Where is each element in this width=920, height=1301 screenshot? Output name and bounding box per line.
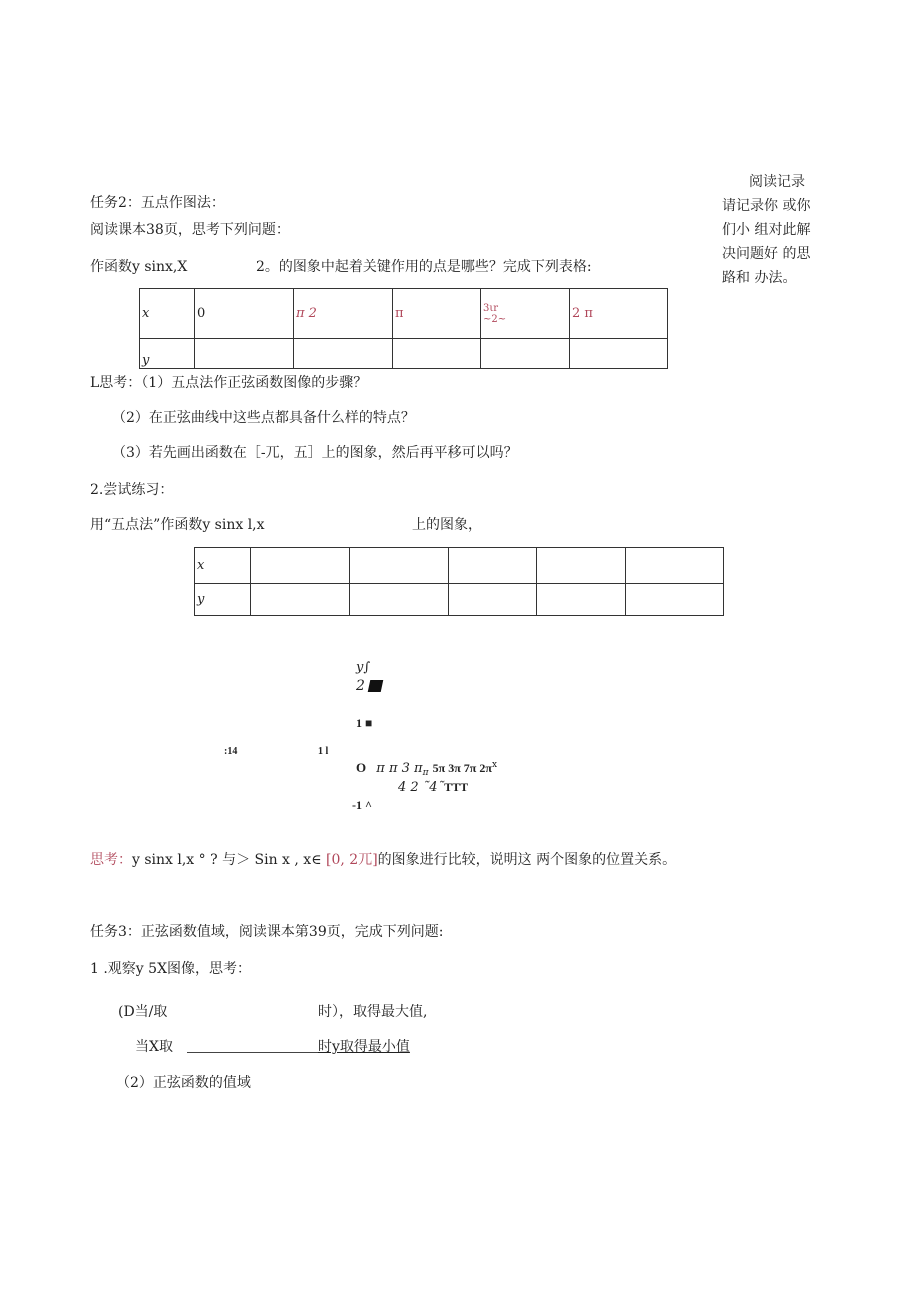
cell-y-label: y <box>140 339 195 369</box>
cell-x <box>350 548 449 584</box>
reading-notes-line: 们小 组对此解 <box>722 222 811 238</box>
think2-line <box>90 849 676 869</box>
graph-ttt: TTT <box>444 780 469 794</box>
think-q2: （2）在正弦曲线中这些点都具备什么样的特点？ <box>112 410 415 426</box>
cell-x <box>449 548 537 584</box>
cell-y <box>449 584 537 616</box>
think2-text-a: y sinx l,x ° ? 与＞ Sin x , x∈ <box>132 852 322 868</box>
task3-max-a: (D当/取 <box>118 1004 168 1020</box>
task3-min-a: 当X取 <box>135 1039 173 1055</box>
cell-x-3pi-2 <box>481 289 570 339</box>
table-row-x <box>140 289 668 339</box>
frac-bottom: ~2~ <box>483 313 507 325</box>
practice-text-b: 上的图象， <box>412 517 482 533</box>
cell-y <box>294 339 393 369</box>
cell-x-label: x <box>140 289 195 339</box>
reading-notes <box>722 170 832 290</box>
graph-x-axis-bottom <box>398 780 468 795</box>
task2-question-a: 作函数y sinx,X <box>90 259 188 275</box>
practice-table <box>194 547 724 616</box>
graph-x-axis-labels <box>356 760 497 778</box>
reading-notes-line: 请记录你 或你 <box>722 198 811 214</box>
practice-heading: 2.尝试练习： <box>90 482 174 498</box>
reading-notes-line: 路和 办法。 <box>722 270 797 286</box>
task2-read: 阅读课本38页，思考下列问题： <box>90 222 290 238</box>
graph-y-label: y∫ <box>356 660 371 675</box>
answer-blank-line <box>187 1052 318 1053</box>
cell-y <box>251 584 350 616</box>
task3-item2: （2）正弦函数的值域 <box>116 1075 251 1091</box>
frac-top: 3ιr <box>483 302 499 314</box>
table-row-x <box>195 548 724 584</box>
task3-min-b: 时y取得最小值 <box>318 1039 410 1055</box>
task3-max-b: 时），取得最大值, <box>318 1004 428 1020</box>
cell-y <box>481 339 570 369</box>
graph-x-axis: x <box>491 760 498 770</box>
think-q3: （3）若先画出函数在［-兀，五］上的图象，然后再平移可以吗？ <box>112 445 518 461</box>
cell-y <box>195 339 294 369</box>
graph-mid-mark: 1 l <box>318 746 329 757</box>
cell-x-label: x <box>195 548 251 584</box>
cell-y <box>537 584 626 616</box>
graph-ticks-small: π <box>422 768 429 778</box>
graph-y1: 1 ■ <box>356 716 373 730</box>
think-q1: L思考：（1）五点法作正弦函数图像的步骤？ <box>90 375 368 391</box>
think2-label: 思考： <box>90 852 132 868</box>
graph-left-mark: :14 <box>224 746 238 757</box>
think2-text-b: 的图象进行比较，说明这 两个图象的位置关系。 <box>377 852 677 868</box>
cell-x-pi-2: π 2 <box>294 289 393 339</box>
cell-y <box>626 584 724 616</box>
cell-x-0: 0 <box>195 289 294 339</box>
reading-notes-line: 决问题好 的思 <box>722 246 811 262</box>
cell-x-pi: π <box>393 289 481 339</box>
cell-y <box>570 339 668 369</box>
task2-heading: 任务2：五点作图法： <box>90 195 225 211</box>
table-row-y <box>195 584 724 616</box>
graph-y2 <box>356 678 382 694</box>
task3-item1: 1 .观察y 5X图像，思考： <box>90 961 252 977</box>
cell-x-2pi: 2 π <box>570 289 668 339</box>
cell-x <box>251 548 350 584</box>
practice-text-a: 用“五点法”作函数y sinx l,x <box>90 517 265 533</box>
cell-y-label: y <box>195 584 251 616</box>
square-marker-icon <box>368 680 384 692</box>
think2-interval: [0, 2兀] <box>326 852 378 868</box>
table-row-y <box>140 339 668 369</box>
task2-question-b: 2。的图象中起着关键作用的点是哪些？完成下列表格: <box>256 259 592 275</box>
reading-notes-title: 阅读记录 <box>749 174 805 190</box>
graph-origin: O <box>356 760 367 775</box>
cell-x <box>537 548 626 584</box>
five-point-table <box>139 288 668 369</box>
task3-heading: 任务3：正弦函数值域，阅读课本第39页，完成下列问题: <box>90 924 444 940</box>
cell-x <box>626 548 724 584</box>
graph-ticks-top: π π 3 π <box>376 761 423 776</box>
graph-y-minus1: -1 ^ <box>352 798 372 812</box>
graph-y2-label: 2 <box>356 678 365 694</box>
cell-y <box>350 584 449 616</box>
graph-ticks-bottom: 4 2 ˜4˜ <box>398 780 445 795</box>
graph-ticks-bold: 5π 3π 7π 2π <box>432 761 492 775</box>
cell-y <box>393 339 481 369</box>
